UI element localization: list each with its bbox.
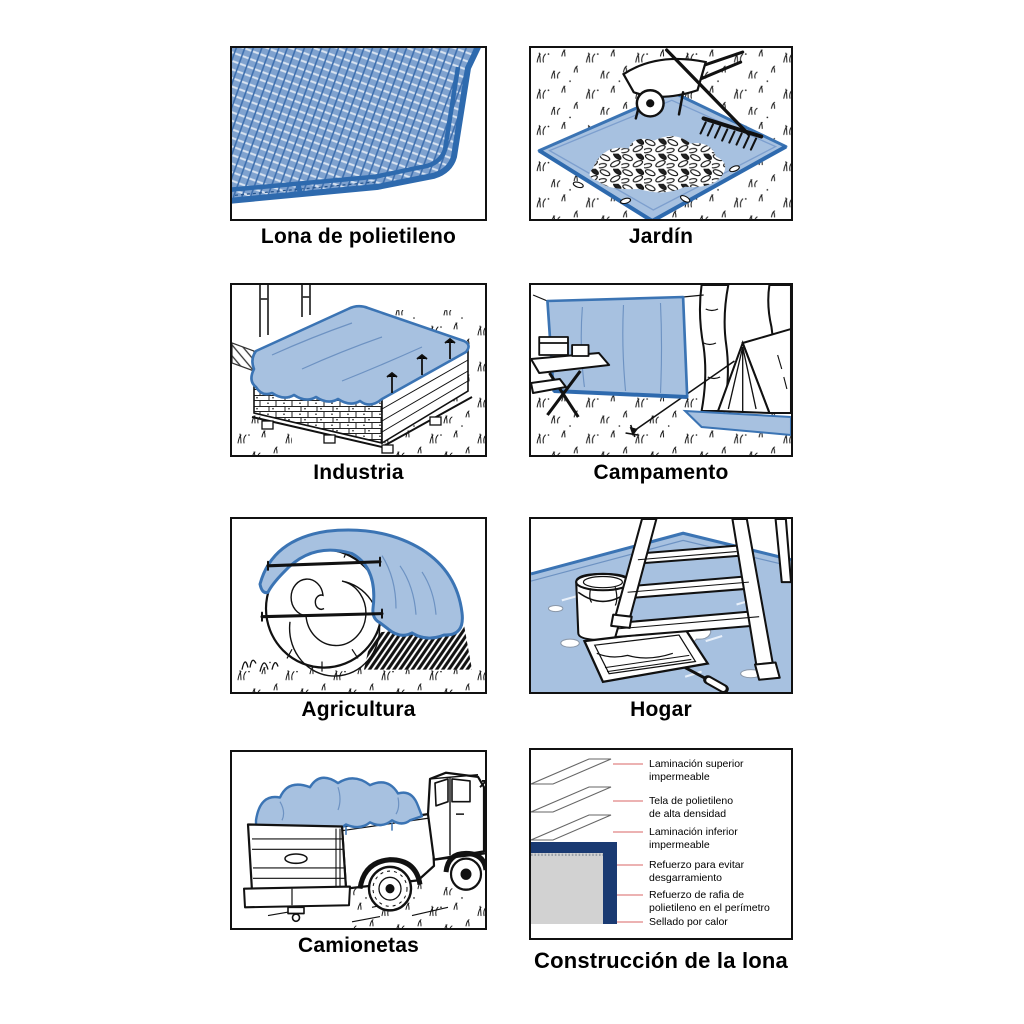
panel-hogar [529, 517, 793, 694]
panel-campamento [529, 283, 793, 457]
panel-lona [230, 46, 487, 221]
construction-label-6: Sellado por calor [649, 916, 728, 928]
panel-industria [230, 283, 487, 457]
caption-camionetas: Camionetas [297, 934, 420, 957]
figure-construccion [529, 748, 793, 974]
construction-label-1: Laminación superior impermeable [649, 758, 744, 783]
jardin-illustration [531, 48, 791, 219]
caption-jardin: Jardín [628, 225, 694, 248]
caption-construccion: Construcción de la lona [534, 948, 788, 973]
figure-hogar [529, 517, 793, 722]
panel-jardin [529, 46, 793, 221]
caption-hogar: Hogar [630, 698, 692, 721]
figure-agricultura [230, 517, 487, 722]
caption-campamento: Campamento [593, 461, 729, 484]
construction-label-2: Tela de polietileno de alta densidad [649, 795, 734, 820]
campamento-illustration [531, 285, 791, 455]
panel-camionetas [230, 750, 487, 930]
construction-label-4: Refuerzo para evitar desgarramiento [649, 859, 745, 884]
lona-illustration [232, 48, 485, 219]
hogar-illustration [531, 519, 791, 692]
caption-agricultura: Agricultura [301, 698, 416, 721]
caption-lona: Lona de polietileno [260, 225, 457, 248]
tarp-cross-section [531, 842, 617, 924]
caption-industria: Industria [313, 461, 404, 484]
tarp [232, 48, 479, 201]
leader-lines [613, 764, 643, 922]
agricultura-illustration [232, 519, 485, 692]
construction-label-5: Refuerzo de rafia de polietileno en el perímetro [649, 889, 770, 914]
figure-camionetas [230, 750, 487, 958]
figure-lona [230, 46, 487, 249]
panel-construccion [529, 748, 793, 940]
tent [718, 329, 791, 413]
figure-jardin [529, 46, 793, 249]
figure-industria [230, 283, 487, 485]
layer-sheets [531, 759, 611, 840]
construction-label-3: Laminación inferior impermeable [649, 826, 738, 851]
figure-campamento [529, 283, 793, 485]
panel-agricultura [230, 517, 487, 694]
camionetas-illustration [232, 752, 485, 928]
industria-illustration [232, 285, 485, 455]
